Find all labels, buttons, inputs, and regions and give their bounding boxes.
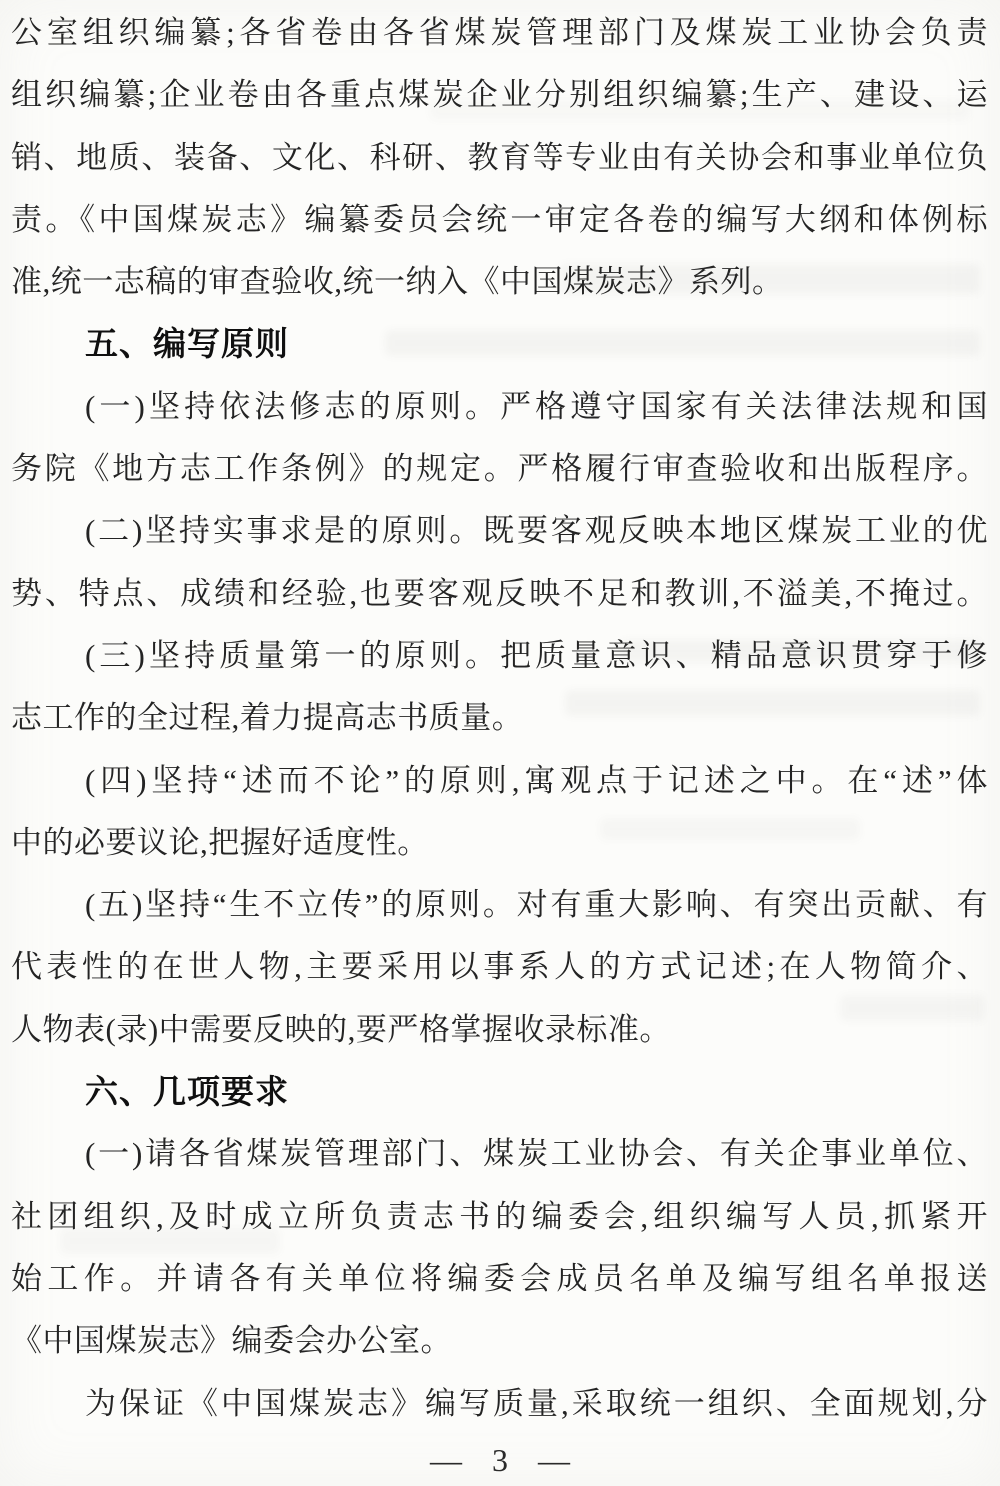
text-line: 势、特点、成绩和经验,也要客观反映不足和教训,不溢美,不掩过。 [11, 575, 988, 611]
text-line: (五)坚持“生不立传”的原则。对有重大影响、有突出贡献、有 [85, 887, 988, 923]
text-line: (四)坚持“述而不论”的原则,寓观点于记述之中。在“述”体 [85, 762, 988, 798]
text-line: 公室组织编纂;各省卷由各省煤炭管理部门及煤炭工业协会负责 [11, 15, 988, 50]
text-line: (一)坚持依法修志的原则。严格遵守国家有关法律法规和国 [85, 388, 988, 424]
text-line: 组织编纂;企业卷由各重点煤炭企业分别组织编纂;生产、建设、运 [11, 77, 988, 113]
text-line: 责。《中国煤炭志》编纂委员会统一审定各卷的编写大纲和体例标 [11, 201, 988, 237]
text-line: 代表性的在世人物,主要采用以事系人的方式记述;在人物简介、 [11, 949, 988, 985]
document-text [11, 2, 988, 1435]
section-heading: 六、几项要求 [85, 1073, 289, 1111]
text-line: (二)坚持实事求是的原则。既要客观反映本地区煤炭工业的优 [85, 513, 988, 549]
text-line: 人物表(录)中需要反映的,要严格掌握收录标准。 [11, 1011, 671, 1047]
text-line: (三)坚持质量第一的原则。把质量意识、精品意识贯穿于修 [85, 637, 988, 673]
text-line: 准,统一志稿的审查验收,统一纳入《中国煤炭志》系列。 [11, 264, 784, 300]
text-line: 社团组织,及时成立所负责志书的编委会,组织编写人员,抓紧开 [11, 1198, 988, 1234]
text-line: (一)请各省煤炭管理部门、煤炭工业协会、有关企事业单位、 [85, 1136, 988, 1172]
text-line: 销、地质、装备、文化、科研、教育等专业由有关协会和事业单位负 [11, 139, 988, 175]
page-footer [0, 1438, 1000, 1482]
text-line: 中的必要议论,把握好适度性。 [11, 824, 429, 860]
section-heading: 五、编写原则 [85, 325, 289, 363]
text-line: 始工作。并请各有关单位将编委会成员名单及编写组名单报送 [11, 1260, 988, 1296]
text-line: 务院《地方志工作条例》的规定。严格履行审查验收和出版程序。 [11, 451, 988, 487]
text-line: 《中国煤炭志》编委会办公室。 [11, 1323, 452, 1359]
footer-dash-left: — [430, 1442, 462, 1478]
footer-dash-right: — [538, 1442, 570, 1478]
text-line: 为保证《中国煤炭志》编写质量,采取统一组织、全面规划,分 [85, 1385, 988, 1421]
text-line: 志工作的全过程,着力提高志书质量。 [11, 700, 524, 736]
page-number: 3 [492, 1442, 508, 1478]
